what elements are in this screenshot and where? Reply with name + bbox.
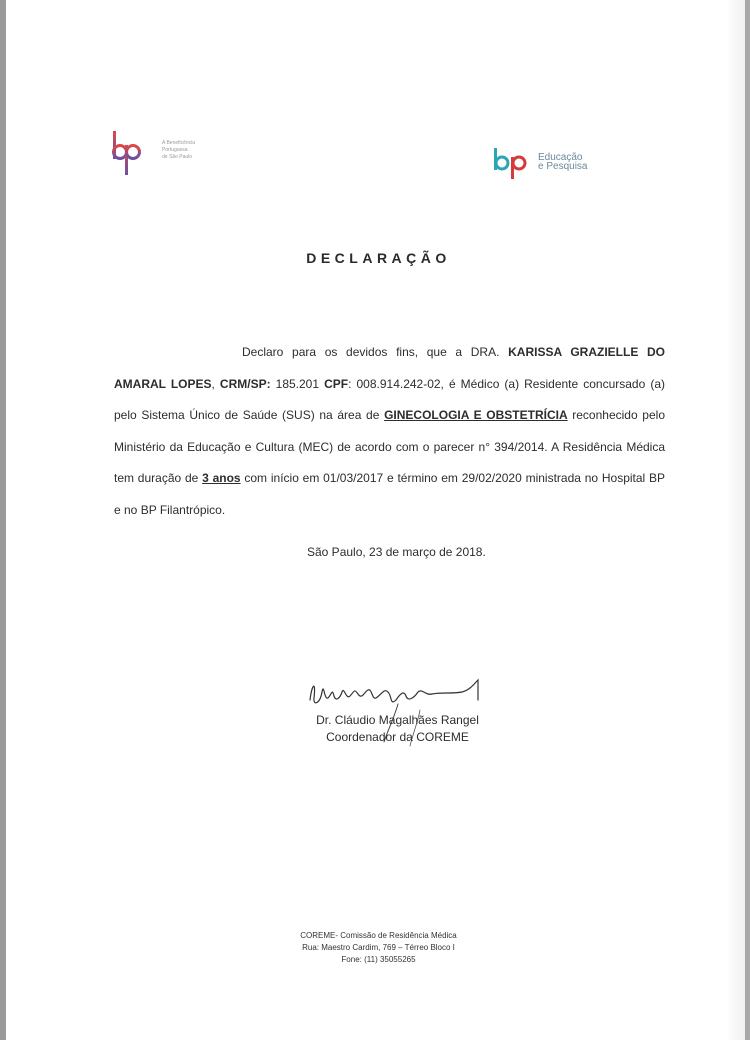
left-logo-caption — [162, 140, 212, 161]
logo-right-line2: e Pesquisa — [538, 161, 588, 172]
footer-line: COREME- Comissão de Residência Médica — [300, 931, 457, 940]
paragraph-text: Declaro para os devidos fins, que a DRA. — [242, 345, 509, 359]
document-title: DECLARAÇÃO — [306, 250, 451, 266]
cpf-value: : 008.914.242-02, é Médico (a) Residente concursado (a) pelo Sistema Único de Saúde (SUS) na área de — [114, 376, 666, 422]
signer-block — [6, 712, 750, 746]
resident-name: KARISSA GRAZIELLE DO AMARAL LOPES — [114, 345, 665, 391]
declaration-paragraph — [114, 337, 665, 526]
left-logo-caption-line: Portuguesa — [162, 147, 188, 153]
left-logo-caption-line: A Beneficência — [162, 140, 196, 146]
footer-line: Rua: Maestro Cardim, 769 – Térreo Bloco I — [302, 943, 455, 952]
logo-right-line1: Educação — [538, 152, 583, 163]
date-line: São Paulo, 23 de março de 2018. — [307, 545, 486, 559]
footer-address — [6, 930, 750, 966]
bp-logo-mark-icon — [108, 128, 148, 178]
signer-name: Dr. Cláudio Magalhães Rangel — [316, 713, 479, 727]
bp-logo-left — [108, 128, 218, 178]
bp-educacao-logo — [492, 146, 622, 180]
document-page — [6, 0, 745, 1040]
page-edge-shadow — [726, 0, 750, 1040]
paragraph-text: , — [211, 376, 220, 391]
crm-value: 185.201 — [270, 376, 325, 391]
crm-label: CRM/SP: — [219, 376, 271, 391]
specialty: GINECOLOGIA E OBSTETRÍCIA — [384, 408, 568, 422]
duration: 3 anos — [202, 471, 241, 485]
bp-logo-mark-icon — [492, 146, 536, 180]
cpf-label: CPF — [324, 376, 349, 391]
footer-line: Fone: (11) 35055265 — [341, 955, 416, 964]
paragraph-text: reconhecido pelo Ministério da Educação e Cultura (MEC) de acordo com o parecer n° 394/2014. A Residência Médica tem duração de — [114, 408, 665, 485]
left-logo-caption-line: de São Paulo — [162, 154, 193, 160]
signer-role: Coordenador da COREME — [326, 730, 469, 744]
paragraph-text: com início em 01/03/2017 e término em 29/02/2020 ministrada no Hospital BP e no BP Filantrópico. — [114, 471, 666, 517]
